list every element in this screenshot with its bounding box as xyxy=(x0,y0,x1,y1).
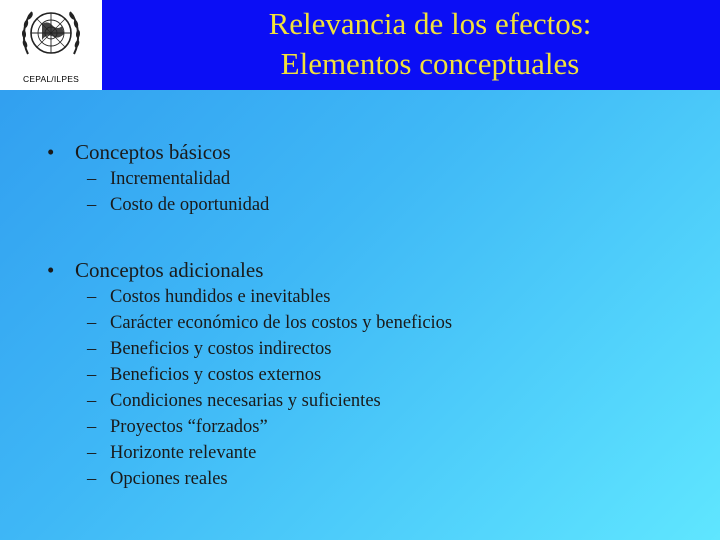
slide-content xyxy=(47,138,687,492)
list-item xyxy=(87,192,687,218)
section-conceptos-adicionales xyxy=(47,256,687,492)
list-item-text: Horizonte relevante xyxy=(110,443,257,463)
list-item xyxy=(87,388,687,414)
bullet-icon: • xyxy=(47,258,55,282)
list-item-text: Condiciones necesarias y suficientes xyxy=(110,391,381,411)
list-item xyxy=(87,362,687,388)
list-item-text: Carácter económico de los costos y beneficios xyxy=(110,313,453,333)
header-band xyxy=(0,0,720,90)
section-conceptos-basicos xyxy=(47,138,687,218)
sub-list xyxy=(75,166,687,218)
un-emblem-icon xyxy=(20,4,82,62)
dash-icon: – xyxy=(87,339,97,359)
sub-list xyxy=(75,284,687,492)
list-item-text: Opciones reales xyxy=(110,469,228,489)
list-item-text: Beneficios y costos indirectos xyxy=(110,339,332,359)
dash-icon: – xyxy=(87,169,97,189)
bullet-icon: • xyxy=(47,140,55,164)
list-item-text: Incrementalidad xyxy=(110,169,231,189)
slide-title xyxy=(180,4,680,84)
list-item xyxy=(87,336,687,362)
dash-icon: – xyxy=(87,365,97,385)
section-list xyxy=(47,138,687,492)
section-label: Conceptos adicionales xyxy=(75,258,264,282)
logo-caption: CEPAL/ILPES xyxy=(23,74,79,84)
list-item xyxy=(87,166,687,192)
list-item xyxy=(87,440,687,466)
title-line-2: Elementos conceptuales xyxy=(280,46,580,81)
dash-icon: – xyxy=(87,417,97,437)
list-item xyxy=(87,466,687,492)
dash-icon: – xyxy=(87,391,97,411)
section-label: Conceptos básicos xyxy=(75,140,231,164)
list-item xyxy=(87,310,687,336)
dash-icon: – xyxy=(87,287,97,307)
title-line-1: Relevancia de los efectos: xyxy=(268,6,592,41)
dash-icon: – xyxy=(87,469,97,489)
list-item xyxy=(87,414,687,440)
list-item xyxy=(87,284,687,310)
dash-icon: – xyxy=(87,195,97,215)
logo-box xyxy=(0,0,102,90)
dash-icon: – xyxy=(87,313,97,333)
list-item-text: Beneficios y costos externos xyxy=(110,365,322,385)
list-item-text: Costos hundidos e inevitables xyxy=(110,287,331,307)
list-item-text: Costo de oportunidad xyxy=(110,195,270,215)
list-item-text: Proyectos “forzados” xyxy=(110,417,268,437)
dash-icon: – xyxy=(87,443,97,463)
